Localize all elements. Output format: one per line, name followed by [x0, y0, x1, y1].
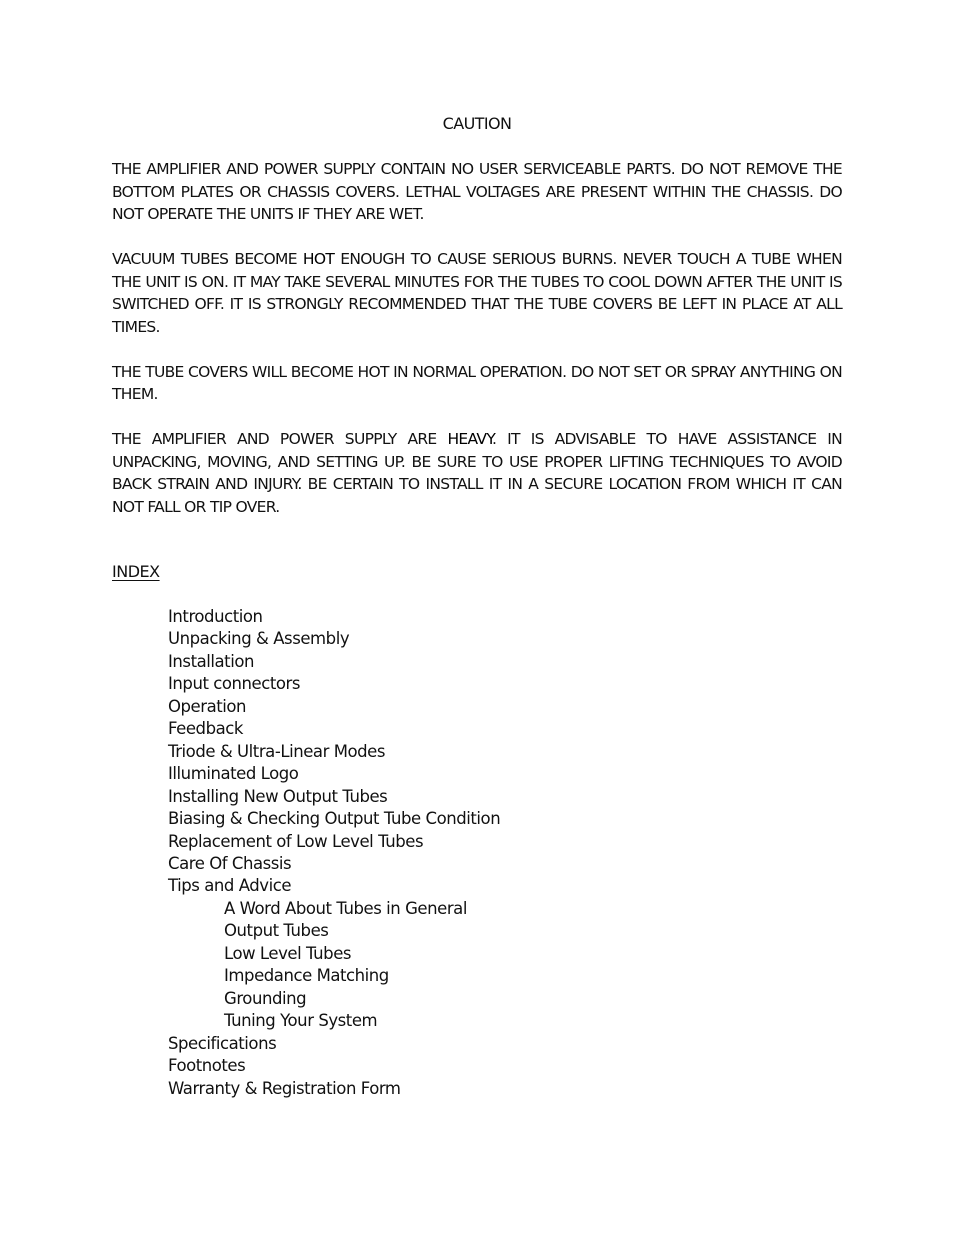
caution-title: CAUTION	[442, 114, 512, 133]
toc-item[interactable]: Tips and Advice	[168, 876, 292, 896]
caution-text: ENOUGH TO CAUSE SERIOUS BURNS. NEVER TOUCH A TUBE WHEN THE UNIT IS ON. IT MAY TAKE SEVERAL MINUTES FOR THE TUBES TO COOL DOWN AFTER THE UNIT IS SWITCHED OFF. IT IS STRONGLY RECOMMENDED THAT THE TUBE COVERS BE LEFT IN PLACE AT ALL TIMES.	[112, 250, 843, 336]
toc-sublist	[168, 898, 500, 1033]
caution-text: . IT IS ADVISABLE TO HAVE ASSISTANCE IN UNPACKING, MOVING, AND SETTING UP. BE SURE TO USE PROPER LIFTING TECHNIQUES TO AVOID BACK STRAIN AND INJURY. BE CERTAIN TO INSTALL IT IN A SECURE LOCATION FROM WHICH IT CAN NOT FALL OR TIP OVER.	[112, 430, 842, 516]
toc-subitem[interactable]: Low Level Tubes	[224, 943, 352, 963]
toc-item[interactable]: Care Of Chassis	[168, 853, 292, 873]
toc-item[interactable]: Installation	[168, 651, 254, 671]
heavy-emphasis: HEAVY	[447, 430, 492, 448]
caution-body	[112, 158, 842, 518]
toc-item[interactable]: Footnotes	[168, 1056, 246, 1076]
toc-item[interactable]: Triode & Ultra-Linear Modes	[168, 741, 386, 761]
toc-item[interactable]: Introduction	[168, 607, 263, 626]
toc-item[interactable]: Installing New Output Tubes	[168, 786, 388, 806]
toc-item[interactable]: Input connectors	[168, 674, 301, 694]
index-heading: INDEX	[112, 562, 160, 581]
toc-subitem[interactable]: A Word About Tubes in General	[224, 898, 467, 918]
toc-subitem[interactable]: Output Tubes	[224, 921, 329, 941]
caution-paragraph-hot-tubes	[112, 248, 842, 338]
toc-item[interactable]: Illuminated Logo	[168, 764, 299, 784]
hot-emphasis: HOT	[302, 250, 335, 268]
toc-item[interactable]: Feedback	[168, 719, 243, 739]
toc-subsection	[168, 898, 500, 1033]
toc-item[interactable]: Replacement of Low Level Tubes	[168, 831, 424, 851]
table-of-contents	[168, 606, 500, 1100]
toc-item[interactable]: Warranty & Registration Form	[168, 1078, 401, 1098]
caution-paragraph-heavy	[112, 428, 842, 518]
toc-subitem[interactable]: Grounding	[224, 988, 307, 1008]
toc-item[interactable]: Unpacking & Assembly	[168, 629, 350, 649]
caution-paragraph-electrical: THE AMPLIFIER AND POWER SUPPLY CONTAIN NO USER SERVICEABLE PARTS. DO NOT REMOVE THE BOTTOM PLATES OR CHASSIS COVERS. LETHAL VOLTAGES ARE PRESENT WITHIN THE CHASSIS. DO NOT OPERATE THE UNITS IF THEY ARE WET.	[112, 160, 842, 223]
caution-paragraph-tube-covers: THE TUBE COVERS WILL BECOME HOT IN NORMAL OPERATION. DO NOT SET OR SPRAY ANYTHING ON THEM.	[112, 362, 842, 403]
toc-subitem[interactable]: Tuning Your System	[224, 1011, 378, 1031]
toc-item[interactable]: Specifications	[168, 1033, 277, 1053]
toc-item[interactable]: Operation	[168, 696, 247, 716]
toc-item[interactable]: Biasing & Checking Output Tube Condition	[168, 809, 501, 829]
caution-text: VACUUM TUBES BECOME	[112, 250, 303, 268]
toc-subitem[interactable]: Impedance Matching	[224, 966, 389, 986]
caution-text: THE AMPLIFIER AND POWER SUPPLY ARE	[112, 430, 448, 448]
